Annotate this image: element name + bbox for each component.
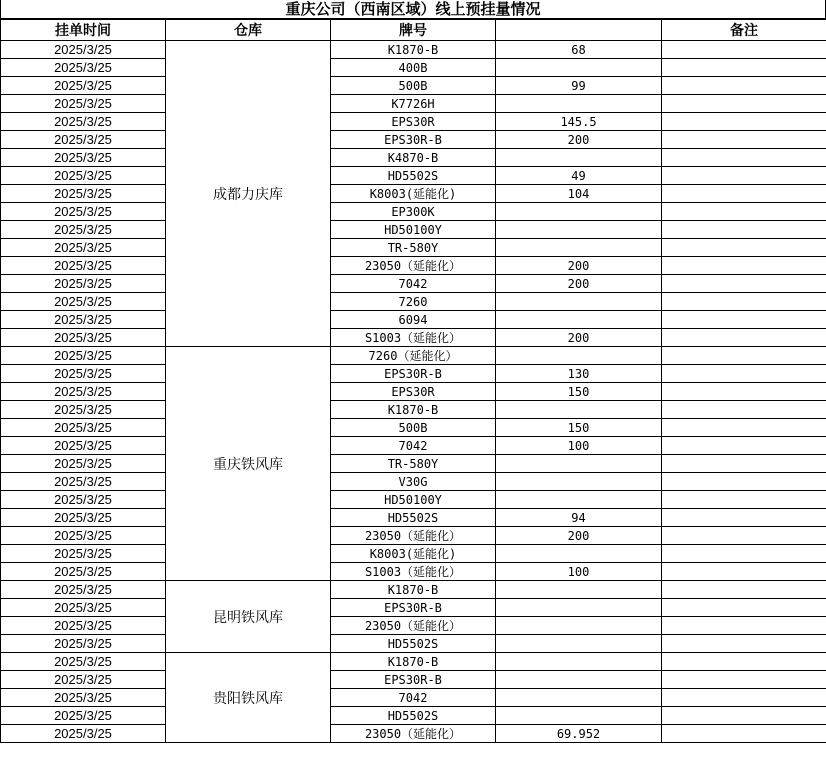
table-row [1,41,826,59]
quantity-cell[interactable]: 200 [496,131,662,149]
quantity-cell[interactable] [496,545,662,563]
quantity-cell[interactable]: 200 [496,527,662,545]
grade-cell[interactable]: 23050（延能化） [331,617,496,635]
grade-cell[interactable]: 23050（延能化） [331,527,496,545]
note-cell[interactable] [662,347,826,365]
note-cell[interactable] [662,401,826,419]
table-row [1,149,826,167]
date-cell[interactable]: 2025/3/25 [1,311,166,329]
quantity-cell[interactable] [496,311,662,329]
table-row [1,455,826,473]
date-cell[interactable]: 2025/3/25 [1,563,166,581]
note-cell[interactable] [662,653,826,671]
date-cell[interactable]: 2025/3/25 [1,707,166,725]
grade-cell[interactable]: 23050（延能化） [331,257,496,275]
inventory-table [0,19,826,743]
note-cell[interactable] [662,491,826,509]
table-row [1,581,826,599]
grade-cell[interactable]: 500B [331,419,496,437]
note-cell[interactable] [662,635,826,653]
table-row [1,653,826,671]
date-cell[interactable]: 2025/3/25 [1,689,166,707]
table-row [1,527,826,545]
note-cell[interactable] [662,671,826,689]
header-quantity[interactable] [496,20,662,41]
table-row [1,617,826,635]
table-row [1,293,826,311]
date-cell[interactable]: 2025/3/25 [1,437,166,455]
table-row [1,221,826,239]
table-body [1,41,826,743]
table-row [1,563,826,581]
table-row [1,599,826,617]
note-cell[interactable] [662,221,826,239]
date-cell[interactable]: 2025/3/25 [1,491,166,509]
date-cell[interactable]: 2025/3/25 [1,725,166,743]
note-cell[interactable] [662,239,826,257]
table-row [1,401,826,419]
quantity-cell[interactable] [496,347,662,365]
warehouse-cell[interactable]: 重庆铁风库 [166,347,331,581]
table-row [1,509,826,527]
table-row [1,419,826,437]
date-cell[interactable]: 2025/3/25 [1,185,166,203]
note-cell[interactable] [662,581,826,599]
grade-cell[interactable]: EP300K [331,203,496,221]
date-cell[interactable]: 2025/3/25 [1,77,166,95]
quantity-cell[interactable]: 145.5 [496,113,662,131]
quantity-cell[interactable] [496,581,662,599]
quantity-cell[interactable]: 150 [496,419,662,437]
table-row [1,473,826,491]
table-row [1,491,826,509]
table-row [1,95,826,113]
grade-cell[interactable]: HD5502S [331,635,496,653]
quantity-cell[interactable] [496,59,662,77]
header-date[interactable]: 挂单时间 [1,20,166,41]
quantity-cell[interactable]: 130 [496,365,662,383]
date-cell[interactable]: 2025/3/25 [1,257,166,275]
note-cell[interactable] [662,365,826,383]
date-cell[interactable]: 2025/3/25 [1,203,166,221]
grade-cell[interactable]: 6094 [331,311,496,329]
date-cell[interactable]: 2025/3/25 [1,617,166,635]
grade-cell[interactable]: K4870-B [331,149,496,167]
grade-cell[interactable]: EPS30R [331,113,496,131]
table-row [1,545,826,563]
table-row [1,707,826,725]
grade-cell[interactable]: 7042 [331,275,496,293]
grade-cell[interactable]: K1870-B [331,41,496,59]
note-cell[interactable] [662,41,826,59]
date-cell[interactable]: 2025/3/25 [1,329,166,347]
table-row [1,239,826,257]
grade-cell[interactable]: HD5502S [331,509,496,527]
table-row [1,275,826,293]
table-row [1,257,826,275]
date-cell[interactable]: 2025/3/25 [1,419,166,437]
grade-cell[interactable]: K1870-B [331,401,496,419]
grade-cell[interactable]: V30G [331,473,496,491]
grade-cell[interactable]: HD50100Y [331,221,496,239]
grade-cell[interactable]: EPS30R-B [331,131,496,149]
header-row [1,20,826,41]
date-cell[interactable]: 2025/3/25 [1,635,166,653]
quantity-cell[interactable] [496,203,662,221]
table-row [1,311,826,329]
header-note[interactable]: 备注 [662,20,826,41]
note-cell[interactable] [662,113,826,131]
note-cell[interactable] [662,545,826,563]
grade-cell[interactable]: 500B [331,77,496,95]
note-cell[interactable] [662,473,826,491]
grade-cell[interactable]: K8003(延能化) [331,545,496,563]
date-cell[interactable]: 2025/3/25 [1,167,166,185]
quantity-cell[interactable] [496,455,662,473]
table-row [1,383,826,401]
date-cell[interactable]: 2025/3/25 [1,239,166,257]
grade-cell[interactable]: 23050（延能化） [331,725,496,743]
table-row [1,185,826,203]
grade-cell[interactable]: 7042 [331,689,496,707]
quantity-cell[interactable] [496,653,662,671]
quantity-cell[interactable]: 99 [496,77,662,95]
date-cell[interactable]: 2025/3/25 [1,113,166,131]
grade-cell[interactable]: 400B [331,59,496,77]
note-cell[interactable] [662,131,826,149]
warehouse-cell[interactable]: 贵阳铁风库 [166,653,331,743]
date-cell[interactable]: 2025/3/25 [1,473,166,491]
grade-cell[interactable]: EPS30R-B [331,365,496,383]
date-cell[interactable]: 2025/3/25 [1,653,166,671]
quantity-cell[interactable] [496,149,662,167]
quantity-cell[interactable] [496,401,662,419]
date-cell[interactable]: 2025/3/25 [1,671,166,689]
date-cell[interactable]: 2025/3/25 [1,509,166,527]
date-cell[interactable]: 2025/3/25 [1,383,166,401]
table-row [1,671,826,689]
grade-cell[interactable]: S1003（延能化） [331,563,496,581]
grade-cell[interactable]: EPS30R-B [331,671,496,689]
note-cell[interactable] [662,455,826,473]
date-cell[interactable]: 2025/3/25 [1,401,166,419]
quantity-cell[interactable]: 150 [496,383,662,401]
note-cell[interactable] [662,329,826,347]
note-cell[interactable] [662,509,826,527]
date-cell[interactable]: 2025/3/25 [1,131,166,149]
table-row [1,77,826,95]
table-row [1,725,826,743]
quantity-cell[interactable] [496,473,662,491]
header-warehouse[interactable]: 仓库 [166,20,331,41]
date-cell[interactable]: 2025/3/25 [1,293,166,311]
note-cell[interactable] [662,149,826,167]
date-cell[interactable]: 2025/3/25 [1,545,166,563]
grade-cell[interactable]: EPS30R-B [331,599,496,617]
note-cell[interactable] [662,419,826,437]
note-cell[interactable] [662,311,826,329]
note-cell[interactable] [662,257,826,275]
note-cell[interactable] [662,383,826,401]
table-row [1,437,826,455]
table-row [1,59,826,77]
sheet-title: 重庆公司（西南区域）线上预挂量情况 [0,0,826,19]
note-cell[interactable] [662,725,826,743]
quantity-cell[interactable] [496,491,662,509]
table-row [1,203,826,221]
note-cell[interactable] [662,599,826,617]
grade-cell[interactable]: 7260 [331,293,496,311]
quantity-cell[interactable]: 94 [496,509,662,527]
table-row [1,113,826,131]
grade-cell[interactable]: K8003(延能化) [331,185,496,203]
warehouse-cell[interactable]: 成都力庆库 [166,41,331,347]
grade-cell[interactable]: HD5502S [331,707,496,725]
grade-cell[interactable]: EPS30R [331,383,496,401]
grade-cell[interactable]: K7726H [331,95,496,113]
note-cell[interactable] [662,185,826,203]
grade-cell[interactable]: K1870-B [331,653,496,671]
table-row [1,365,826,383]
grade-cell[interactable]: S1003（延能化） [331,329,496,347]
quantity-cell[interactable]: 100 [496,563,662,581]
quantity-cell[interactable]: 100 [496,437,662,455]
quantity-cell[interactable] [496,599,662,617]
grade-cell[interactable]: HD50100Y [331,491,496,509]
quantity-cell[interactable] [496,221,662,239]
quantity-cell[interactable] [496,239,662,257]
note-cell[interactable] [662,203,826,221]
date-cell[interactable]: 2025/3/25 [1,59,166,77]
date-cell[interactable]: 2025/3/25 [1,221,166,239]
date-cell[interactable]: 2025/3/25 [1,581,166,599]
quantity-cell[interactable]: 200 [496,275,662,293]
note-cell[interactable] [662,59,826,77]
quantity-cell[interactable] [496,617,662,635]
table-row [1,689,826,707]
date-cell[interactable]: 2025/3/25 [1,599,166,617]
date-cell[interactable]: 2025/3/25 [1,41,166,59]
quantity-cell[interactable]: 200 [496,257,662,275]
note-cell[interactable] [662,689,826,707]
date-cell[interactable]: 2025/3/25 [1,95,166,113]
quantity-cell[interactable] [496,689,662,707]
warehouse-cell[interactable]: 昆明铁风库 [166,581,331,653]
date-cell[interactable]: 2025/3/25 [1,365,166,383]
table-row [1,347,826,365]
note-cell[interactable] [662,707,826,725]
grade-cell[interactable]: 7260（延能化） [331,347,496,365]
quantity-cell[interactable] [496,95,662,113]
grade-cell[interactable]: TR-580Y [331,239,496,257]
quantity-cell[interactable]: 104 [496,185,662,203]
header-grade[interactable]: 牌号 [331,20,496,41]
table-row [1,131,826,149]
note-cell[interactable] [662,275,826,293]
date-cell[interactable]: 2025/3/25 [1,347,166,365]
grade-cell[interactable]: 7042 [331,437,496,455]
table-row [1,635,826,653]
date-cell[interactable]: 2025/3/25 [1,149,166,167]
date-cell[interactable]: 2025/3/25 [1,455,166,473]
date-cell[interactable]: 2025/3/25 [1,275,166,293]
quantity-cell[interactable] [496,671,662,689]
date-cell[interactable]: 2025/3/25 [1,527,166,545]
note-cell[interactable] [662,95,826,113]
note-cell[interactable] [662,437,826,455]
grade-cell[interactable]: TR-580Y [331,455,496,473]
quantity-cell[interactable] [496,635,662,653]
note-cell[interactable] [662,563,826,581]
note-cell[interactable] [662,293,826,311]
note-cell[interactable] [662,167,826,185]
quantity-cell[interactable] [496,707,662,725]
quantity-cell[interactable]: 68 [496,41,662,59]
grade-cell[interactable]: HD5502S [331,167,496,185]
quantity-cell[interactable] [496,293,662,311]
table-row [1,329,826,347]
quantity-cell[interactable]: 200 [496,329,662,347]
quantity-cell[interactable]: 49 [496,167,662,185]
note-cell[interactable] [662,527,826,545]
note-cell[interactable] [662,77,826,95]
grade-cell[interactable]: K1870-B [331,581,496,599]
table-row [1,167,826,185]
note-cell[interactable] [662,617,826,635]
quantity-cell[interactable]: 69.952 [496,725,662,743]
